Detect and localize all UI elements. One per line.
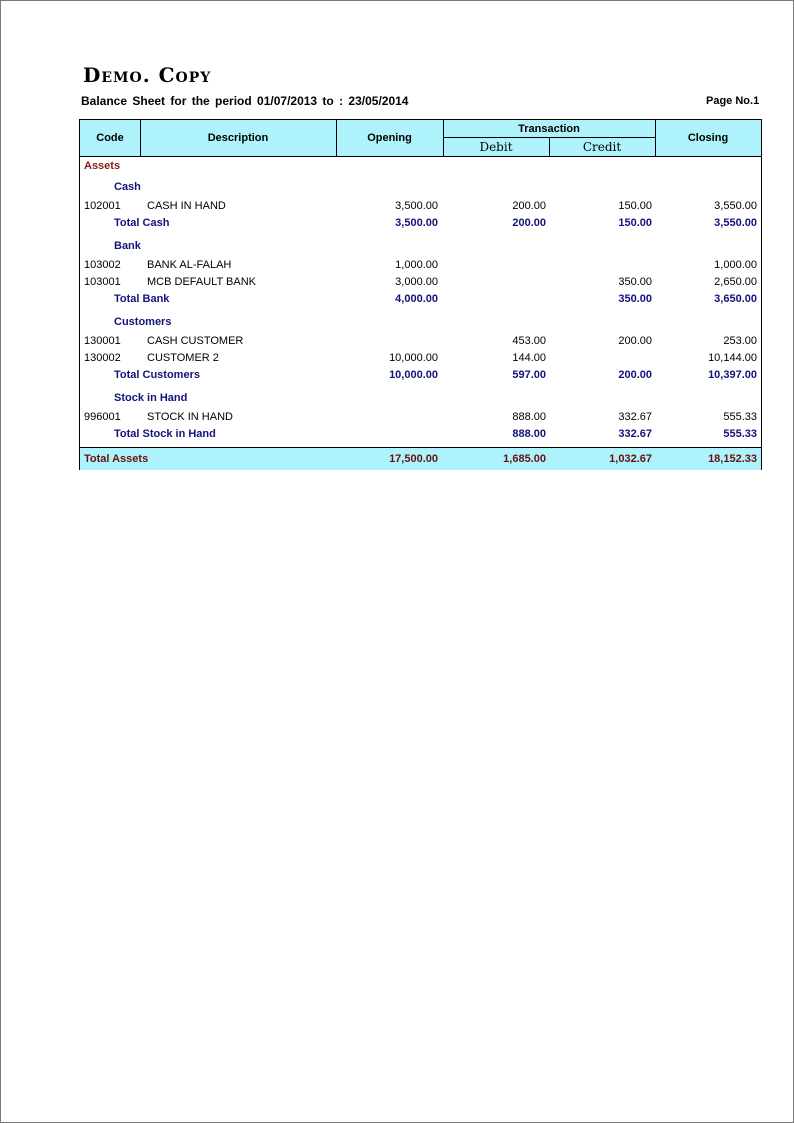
group-row xyxy=(80,238,761,255)
opening-total: 10,000.00 xyxy=(389,369,438,381)
grand-credit-total: 1,032.67 xyxy=(609,453,652,465)
account-code: 102001 xyxy=(84,200,121,212)
table-row xyxy=(80,274,761,291)
group-title: Bank xyxy=(114,240,141,252)
credit-value xyxy=(552,257,652,274)
debit-value: 453.00 xyxy=(512,335,546,347)
credit-value: 332.67 xyxy=(618,411,652,423)
account-code: 103002 xyxy=(84,259,121,271)
table-row xyxy=(80,333,761,350)
col-transaction-header: Transaction xyxy=(518,123,580,135)
col-opening-header: Opening xyxy=(367,132,412,144)
grand-total-label: Total Assets xyxy=(84,453,149,465)
group-title: Customers xyxy=(114,316,172,328)
grand-opening-total: 17,500.00 xyxy=(389,453,438,465)
closing-total: 555.33 xyxy=(723,428,757,440)
header-divider xyxy=(443,137,655,138)
account-description: STOCK IN HAND xyxy=(147,411,233,423)
debit-value xyxy=(446,257,546,274)
group-total-row xyxy=(80,367,761,384)
col-code-header: Code xyxy=(96,132,124,144)
header-divider xyxy=(549,138,550,156)
account-code: 130001 xyxy=(84,335,121,347)
table-row xyxy=(80,257,761,274)
account-description: CUSTOMER 2 xyxy=(147,352,219,364)
account-code: 130002 xyxy=(84,352,121,364)
group-title: Cash xyxy=(114,181,141,193)
closing-total: 3,550.00 xyxy=(714,217,757,229)
opening-total: 3,500.00 xyxy=(395,217,438,229)
balance-sheet-table xyxy=(79,119,762,470)
header-divider xyxy=(443,120,444,156)
closing-value: 10,144.00 xyxy=(708,352,757,364)
opening-value xyxy=(338,333,438,350)
debit-value: 200.00 xyxy=(512,200,546,212)
header-divider xyxy=(336,120,337,156)
total-label: Total Stock in Hand xyxy=(114,428,216,440)
report-title: Balance Sheet for the period 01/07/2013 to : 23/05/2014 xyxy=(81,94,409,108)
credit-total: 200.00 xyxy=(618,369,652,381)
total-label: Total Cash xyxy=(114,217,170,229)
total-label: Total Customers xyxy=(114,369,200,381)
group-total-row xyxy=(80,215,761,232)
credit-total: 350.00 xyxy=(618,293,652,305)
account-description: CASH IN HAND xyxy=(147,200,226,212)
opening-value: 3,500.00 xyxy=(395,200,438,212)
grand-total-row xyxy=(80,447,761,470)
credit-value: 350.00 xyxy=(618,276,652,288)
group-total-row xyxy=(80,291,761,308)
section-row xyxy=(80,158,761,175)
closing-value: 555.33 xyxy=(723,411,757,423)
credit-value xyxy=(552,350,652,367)
opening-value: 3,000.00 xyxy=(395,276,438,288)
table-row xyxy=(80,350,761,367)
closing-value: 3,550.00 xyxy=(714,200,757,212)
opening-total xyxy=(338,426,438,443)
col-description-header: Description xyxy=(207,132,269,144)
col-debit-header: Debit xyxy=(479,140,513,154)
debit-value: 888.00 xyxy=(512,411,546,423)
table-row xyxy=(80,198,761,215)
credit-value: 150.00 xyxy=(618,200,652,212)
credit-value: 200.00 xyxy=(618,335,652,347)
debit-value: 144.00 xyxy=(512,352,546,364)
closing-value: 2,650.00 xyxy=(714,276,757,288)
account-description: MCB DEFAULT BANK xyxy=(147,276,257,288)
closing-total: 10,397.00 xyxy=(708,369,757,381)
debit-total: 888.00 xyxy=(512,428,546,440)
debit-total: 200.00 xyxy=(512,217,546,229)
grand-closing-total: 18,152.33 xyxy=(708,453,757,465)
closing-value: 1,000.00 xyxy=(714,259,757,271)
grand-debit-total: 1,685.00 xyxy=(503,453,546,465)
group-row xyxy=(80,179,761,196)
group-title: Stock in Hand xyxy=(114,392,188,404)
account-code: 996001 xyxy=(84,411,121,423)
credit-total: 150.00 xyxy=(618,217,652,229)
debit-total: 597.00 xyxy=(512,369,546,381)
col-closing-header: Closing xyxy=(687,132,729,144)
closing-total: 3,650.00 xyxy=(714,293,757,305)
opening-total: 4,000.00 xyxy=(395,293,438,305)
group-row xyxy=(80,390,761,407)
debit-value xyxy=(446,274,546,291)
section-title: Assets xyxy=(84,160,121,172)
company-name: Demo. Copy xyxy=(83,63,212,87)
total-label: Total Bank xyxy=(114,293,170,305)
opening-value xyxy=(338,409,438,426)
account-code: 103001 xyxy=(84,276,121,288)
closing-value: 253.00 xyxy=(723,335,757,347)
opening-value: 1,000.00 xyxy=(395,259,438,271)
account-description: CASH CUSTOMER xyxy=(147,335,244,347)
group-total-row xyxy=(80,426,761,443)
page-number: Page No.1 xyxy=(706,95,760,107)
header-divider xyxy=(140,120,141,156)
header-divider xyxy=(655,120,656,156)
col-credit-header: Credit xyxy=(582,140,622,154)
table-header xyxy=(80,120,761,157)
table-row xyxy=(80,409,761,426)
credit-total: 332.67 xyxy=(618,428,652,440)
debit-total xyxy=(446,291,546,308)
account-description: BANK AL-FALAH xyxy=(147,259,232,271)
group-row xyxy=(80,314,761,331)
opening-value: 10,000.00 xyxy=(389,352,438,364)
